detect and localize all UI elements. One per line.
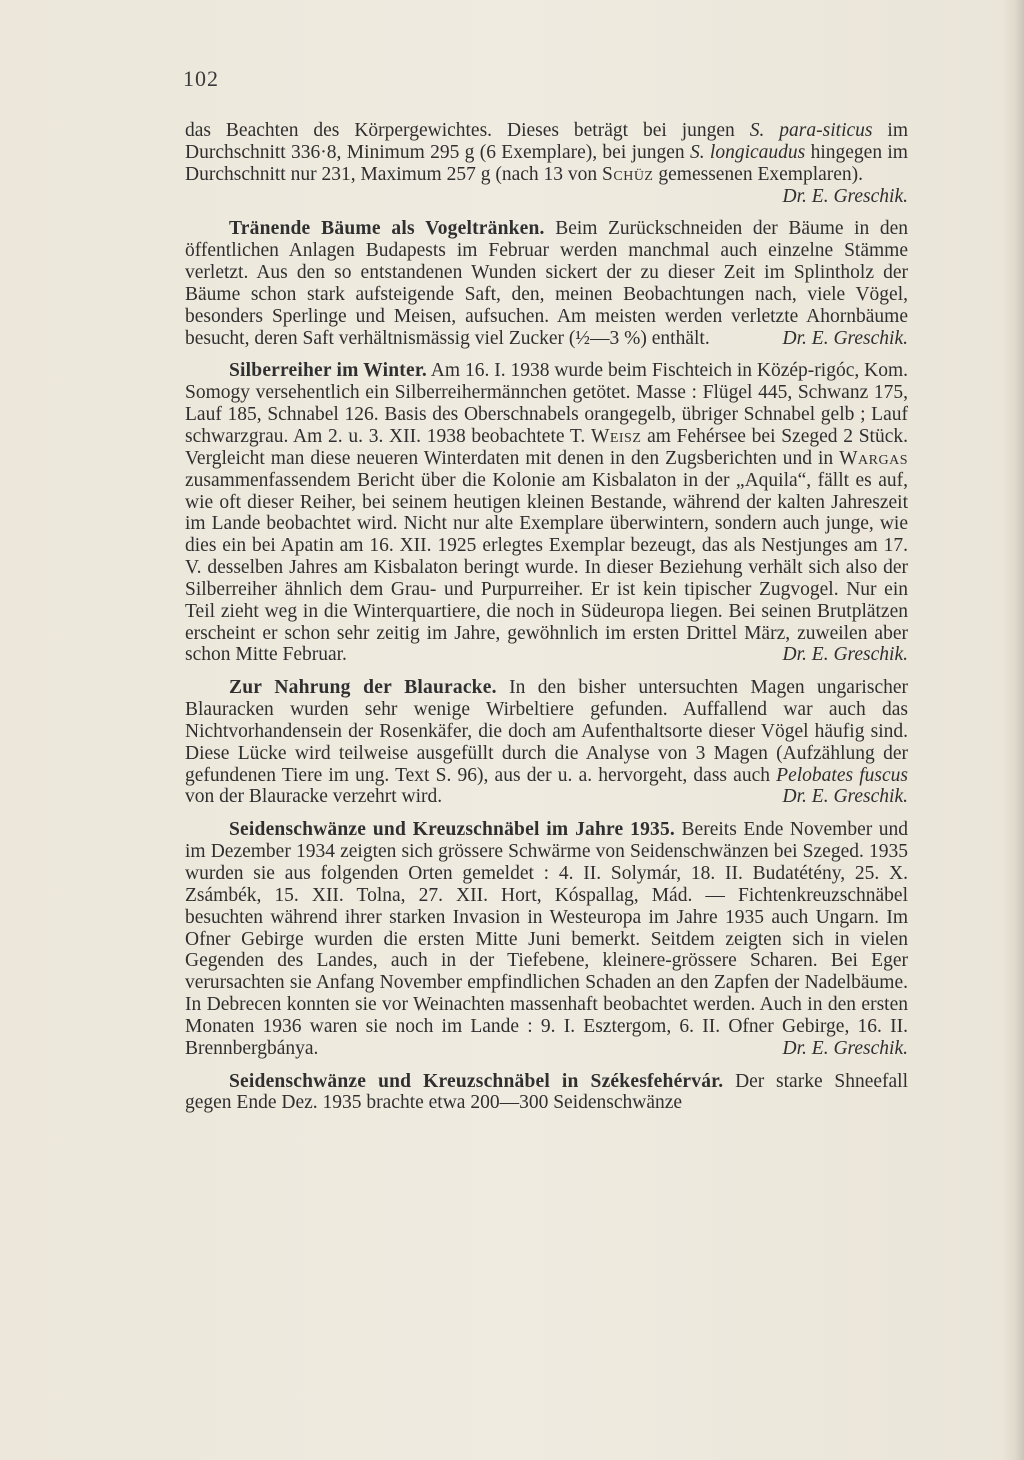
paragraph [185,360,908,666]
body-text: zusammenfassendem Bericht über die Kolonie am Kisbalaton in der „Aquila“, fällt es auf, wie oft dieser Reiher, bei seinem heutigen kleinen Bestande, während der kalten Jahreszeit im Lande beobachtet wird. Nicht nur alte Exemplare überwintern, sondern auch junge, wie dies ein bei Apatin am 16. XII. 1925 erlegtes Exemplar bezeugt, das als Nestjunges am 17. V. desselben Jahres am Kisbalaton beringt wurde. In dieser Beziehung verhält sich also der Silberreiher ähnlich dem Grau- und Purpurreiher. Er ist kein tipischer Zugvogel. Nur ein Teil zieht weg in die Winterquartiere, die noch in Südeuropa liegen. Bei seinen Brutplätzen erscheint er schon sehr zeitig im Jahre, gewöhnlich im ersten Drittel März, zuweilen aber schon Mitte Februar. [185,469,908,666]
body-text: Der starke Shneefall gegen Ende Dez. 1935 brachte etwa 200—300 Seidenschwänze [185,1070,908,1114]
body-text: Bereits Ende November und im Dezember 1934 zeigten sich grössere Schwärme von Seidenschwänzen bei Szeged. 1935 wurden sie aus folgenden Orten gemeldet : 4. II. Solymár, 18. II. Budatétény, 25. X. Zsámbék, 15. XII. Tolna, 27. XII. Hort, Kóspallag, Mád. — Fichtenkreuzschnäbel besuchten während ihrer starken Invasion in Westeuropa im Jahre 1935 auch Ungarn. Im Ofner Gebirge wurden die ersten Mitte Juni bemerkt. Seitdem zeigten sich in vielen Gegenden des Landes, auch in der Tiefebene, kleinere-grössere Scharen. Bei Eger verursachten sie Anfang November empfindlichen Schaden an den Zapfen der Nadelbäume. In Debrecen konnten sie vor Weinachten massenhaft beobachtet werden. Auch in den ersten Monaten 1936 waren sie noch im Lande : 9. I. Esztergom, 6. II. Ofner Gebirge, 16. II. Brennbergbánya. [185,819,909,1059]
author-signature: Dr. E. Greschik. [782,1037,908,1059]
body-text: Beim Zurückschneiden der Bäume in den öffentlichen Anlagen Budapests im Februar werden manchmal auch einzelne Stämme verletzt. Aus den so entstandenen Wunden sickert der zu dieser Zeit im Splintholz der Bäume schon stark aufsteigende Saft, den, meinen Beobachtungen nach, viele Vögel, besonders Sperlinge und Meisen, aufsuchen. Am meisten werden verletzte Ahornbäume besucht, deren Saft verhältnismässig viel Zucker (½—3 %) enthält. [185,218,908,349]
body-text: von der Blauracke verzehrt wird. [185,786,443,808]
author-signature: Dr. E. Greschik. [782,644,908,666]
section-heading: Silberreiher im Winter. [229,360,427,382]
paragraph [185,120,908,207]
body-text: hingegen im Durchschnitt nur 231, Maximum 257 g (nach 13 von [185,141,908,185]
author-name: Wargas [839,447,908,469]
section-heading: Seidenschwänze und Kreuzschnäbel im Jahre 1935. [229,819,676,841]
author-name: Weisz [590,425,642,447]
italic-text: S. longicaudus [689,141,806,163]
section-heading: Zur Nahrung der Blauracke. [229,677,497,699]
section-heading: Tränende Bäume als Vogeltränken. [229,218,545,240]
body-text: am Fehérsee bei Szeged 2 Stück. Vergleicht man diese neueren Winterdaten mit denen in den Zugsberichten und in [185,425,908,469]
body-text: das Beachten des Körpergewichtes. Dieses beträgt bei jungen [185,120,750,141]
paragraph [185,819,908,1059]
italic-text: Pelobates fuscus [776,764,908,786]
author-signature: Dr. E. Greschik. [782,786,908,808]
page-edge-shadow [1002,0,1024,1460]
paragraph [185,218,908,349]
paragraph [185,1071,908,1115]
author-signature: Dr. E. Greschik. [782,327,908,349]
author-name: Schüz [602,163,654,185]
body-text: gemessenen Exemplaren). [653,163,864,185]
body-text: In den bisher untersuchten Magen ungarischer Blauracken wurden sehr wenige Wirbeltiere gefunden. Auffallend war auch das Nichtvorhandensein der Rosenkäfer, die doch am Aufenthaltsorte dieser Vögel häufig sind. Diese Lücke wird teilweise ausgefüllt durch die Analyse von 3 Magen (Aufzählung der gefundenen Tiere im ung. Text S. 96), aus der u. a. hervorgeht, dass auch [185,677,908,786]
article-body [185,120,908,1114]
paragraph [185,677,908,808]
section-heading: Seidenschwänze und Kreuzschnäbel in Székesfehérvár. [229,1070,724,1092]
page-number: 102 [183,66,219,91]
body-text: im Durchschnitt 336·8, Minimum 295 g (6 Exemplare), bei jungen [185,120,909,163]
body-text: Am 16. I. 1938 wurde beim Fischteich in Közép-rigóc, Kom. Somogy versehentlich ein Silberreihermännchen getötet. Masse : Flügel 445, Schwanz 175, Lauf 185, Schnabel 126. Basis des Oberschnabels orangegelb, übriger Schnabel gelb ; Lauf schwarzgrau. Am 2. u. 3. XII. 1938 beobachtete T. [185,360,908,447]
author-signature: Dr. E. Greschik. [782,185,908,207]
italic-text: S. para-siticus [749,120,873,141]
